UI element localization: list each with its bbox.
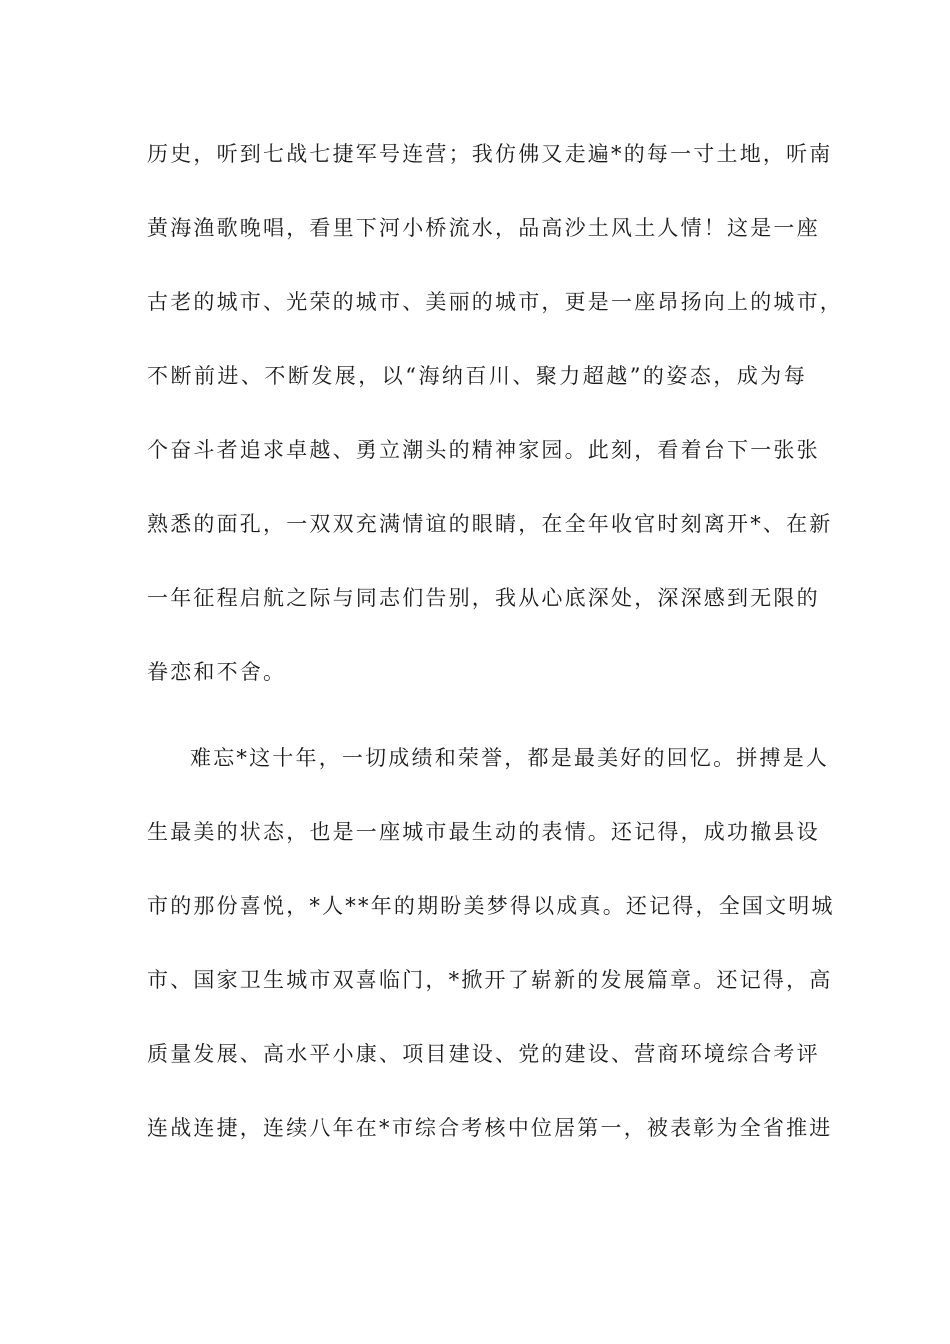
paragraph-1-line-5: 个奋斗者追求卓越、勇立潮头的精神家园。此刻，看着台下一张张 [147,438,820,462]
paragraph-2-line-1: 难忘*这十年，一切成绩和荣誉，都是最美好的回忆。拼搏是人 [190,746,830,770]
paragraph-1-line-8: 眷恋和不舍。 [147,660,287,684]
paragraph-1-line-1: 历史，听到七战七捷军号连营；我仿佛又走遍*的每一寸土地，听南 [147,142,833,166]
paragraph-1-line-3: 古老的城市、光荣的城市、美丽的城市，更是一座昂扬向上的城市， [147,290,843,314]
paragraph-2-line-2: 生最美的状态，也是一座城市最生动的表情。还记得，成功撤县设 [147,820,820,844]
paragraph-1-line-2: 黄海渔歌晚唱，看里下河小桥流水，品高沙土风土人情！这是一座 [147,216,820,240]
paragraph-1-line-6: 熟悉的面孔，一双双充满情谊的眼睛，在全年收官时刻离开*、在新 [147,512,833,536]
paragraph-1-line-7: 一年征程启航之际与同志们告别，我从心底深处，深深感到无限的 [147,586,820,610]
paragraph-1-line-4: 不断前进、不断发展，以“海纳百川、聚力超越”的姿态，成为每 [147,364,807,388]
paragraph-2-line-6: 连战连捷，连续八年在*市综合考核中位居第一，被表彰为全省推进 [147,1116,833,1140]
paragraph-2-line-4: 市、国家卫生城市双喜临门，*掀开了崭新的发展篇章。还记得，高 [147,968,833,992]
paragraph-2-line-3: 市的那份喜悦，*人**年的期盼美梦得以成真。还记得，全国文明城 [147,894,835,918]
paragraph-2-line-5: 质量发展、高水平小康、项目建设、党的建设、营商环境综合考评 [147,1042,820,1066]
